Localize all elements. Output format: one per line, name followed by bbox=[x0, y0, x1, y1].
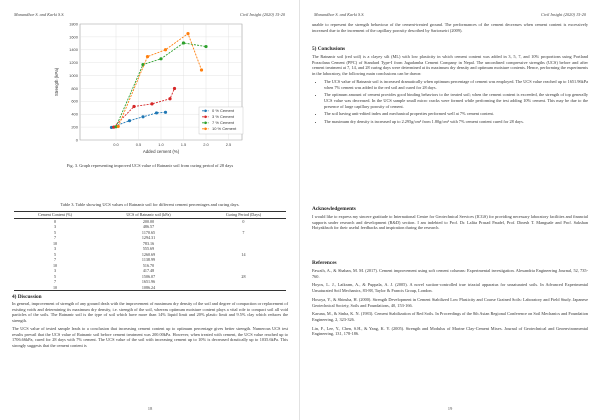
data-point bbox=[132, 105, 135, 108]
cell-ucs: 516.70 bbox=[142, 262, 155, 268]
y-tick-label: 1200 bbox=[69, 60, 78, 66]
x-axis-label: Added cement (%) bbox=[142, 149, 180, 154]
data-point bbox=[182, 41, 185, 44]
data-point bbox=[164, 111, 167, 114]
data-point bbox=[186, 32, 189, 35]
cell-cement: 3 bbox=[54, 268, 57, 273]
left-page-header bbox=[14, 12, 285, 17]
left-page-number: 18 bbox=[147, 406, 153, 411]
cell-curing: 7 bbox=[242, 229, 245, 235]
y-tick-label: 800 bbox=[71, 85, 78, 91]
reference-item: Fawzih, A., & Shaban, M. M. (2017). Cement improvement using soft cement columns: Experimental investigation. Alexandria Engineering Journal, 52, 735-760. bbox=[312, 268, 588, 279]
left-header-authors: Manandhar S. and Karki S.S. bbox=[14, 12, 65, 17]
left-header-journal: Civil Insight (2020) 15-20 bbox=[240, 12, 285, 17]
cell-ucs: 200.00 bbox=[142, 218, 155, 224]
table-header-row bbox=[14, 212, 286, 219]
legend-label: 7 % Cement bbox=[212, 120, 235, 125]
legend-marker bbox=[204, 116, 207, 119]
y-tick-label: 400 bbox=[71, 111, 78, 117]
data-point bbox=[146, 55, 149, 58]
cell-cement: 5 bbox=[54, 273, 57, 279]
x-tick-label: 2.5 bbox=[225, 142, 232, 147]
y-tick-label: 200 bbox=[71, 124, 78, 130]
cell-cement: 3 bbox=[54, 246, 57, 251]
x-tick-label: 2.0 bbox=[203, 142, 209, 147]
data-point bbox=[150, 102, 153, 105]
discussion-paragraph-2: The UCS value of tested sample leads to a conclusion that increasing cement content up to optimum percentage gives better strength. Numerous UCS test results prevail that the UCS value of Ratnanir soil before cement treatment was 200.00kPa. However, when treated with cement, the UCS value reached up to 1706.66kPa, cured for 28 days with 7% cement. The UCS value of the soil with increasing cement up to 10% is decreased drastically up to 1035.6kPa. This strongly suggests that the cement content is bbox=[12, 325, 288, 348]
y-tick-label: 1400 bbox=[69, 47, 78, 53]
discussion-heading: 4) Discussion bbox=[12, 294, 42, 300]
table-header-curing: Curing Period (Days) bbox=[201, 212, 286, 219]
reference-item: Hosoya, Y., & Shinsha, H. (2000). Strength Development in Cement Stabilized Low Plasticity and Coarse Grained Soils: Laboratory and Field Study. Japanese Geotechnical Society, Soils and Foundations, 40, 153-166. bbox=[312, 296, 588, 308]
legend-label: 3 % Cement bbox=[212, 114, 235, 119]
cell-cement: 7 bbox=[54, 257, 57, 262]
right-page-header bbox=[314, 12, 586, 17]
cell-ucs: 1294.31 bbox=[141, 235, 156, 240]
discussion-paragraph-1: In general, improvement of strength of any ground deals with the improvement of maximum dry density of the soil and degree of compaction or replacement of existing voids and determining its maximum dry density, i.e. strength of the soil, whereas optimum moisture content plays a vital role to compact soil all void particles of the soils. The Ratnanir soil is the type of soil which have more than 14% liquid limit and 20% plastic limit and 9.5% clay which reduces the strength. bbox=[12, 301, 288, 324]
data-point bbox=[128, 119, 131, 122]
cell-cement: 10 bbox=[53, 240, 58, 246]
legend-marker bbox=[204, 128, 207, 131]
cell-curing bbox=[201, 285, 286, 291]
data-point bbox=[168, 97, 171, 100]
y-tick-label: 0 bbox=[75, 137, 78, 143]
right-page-number: 19 bbox=[447, 406, 453, 411]
legend-label: 0 % Cement bbox=[212, 108, 235, 113]
x-tick-label: 0.5 bbox=[135, 142, 142, 147]
x-tick-label: 1.0 bbox=[158, 142, 164, 147]
reference-item: Lin, F., Lee, Y., Chen, S.H., & Yang, K. Y. (2005). Strength and Modulus of Marine Clay-Cement Mixes. Journal of Geotechnical and Geoenvironmental Engineering, 131, 178-186. bbox=[312, 325, 588, 337]
conclusion-bullet: • The maximum dry density is increased up to 2.295g/cm³ from 1.80g/cm³ with 7% cement content cured for 28 days. bbox=[324, 119, 588, 125]
figure-caption: Fig. 3. Graph representing improved UCS value of Ratnanir soil from curing period of 28 days bbox=[66, 163, 234, 168]
cell-cement: 5 bbox=[54, 251, 57, 257]
cell-ucs: 1086.24 bbox=[96, 285, 201, 291]
data-point bbox=[164, 48, 167, 51]
legend-label: 10 % Cement bbox=[212, 126, 237, 131]
cell-cement: 7 bbox=[54, 235, 57, 240]
acknowledgements-heading: Acknowledgements bbox=[312, 206, 356, 212]
y-tick-label: 1800 bbox=[69, 21, 78, 27]
cell-ucs: 1170.65 bbox=[141, 229, 156, 235]
right-page bbox=[300, 0, 600, 420]
cell-cement: 10 bbox=[53, 262, 58, 268]
cell-ucs: 1506.07 bbox=[141, 273, 156, 279]
conclusion-bullet: • The UCS value of Ratnanir soil is increased dramatically when optimum percentage of cement was employed. The UCS value reached up to 1651.96kPa when 7% cement was added to the red soil and cured for 28 days. bbox=[324, 79, 588, 90]
conclusion-bullet: • The soil having unit-edited index and mechanical properties performed well at 7% cement content. bbox=[324, 111, 588, 117]
ucs-line-chart bbox=[50, 18, 250, 160]
reference-item: Karuna, M., & Sinha, K. N. (1983). Cement Stabilization of Red Soils. In Proceedings of the 8th Asian Regional Conference on Soil Mechanics and Foundation Engineering, 2, 323-326. bbox=[312, 311, 588, 322]
cell-cement: 0 bbox=[54, 218, 57, 224]
data-point bbox=[173, 87, 176, 90]
cell-cement: 5 bbox=[54, 229, 57, 235]
table-body bbox=[14, 218, 286, 291]
conclusions-list bbox=[312, 79, 588, 125]
table-row bbox=[14, 285, 286, 291]
discussion-text bbox=[12, 301, 288, 351]
y-tick-label: 600 bbox=[71, 98, 78, 104]
cell-curing: 0 bbox=[242, 218, 245, 224]
acknowledgements-text: I would like to express my sincere gratitude to International Centre for Geotechnical Services (ICGS) for providing necessary laboratory facilities and financial supports under research and development (R&D) section. I am indebted to Prof. Dr. Lalita Prasad Paudel, Prof. Dinesh T. Manguale and Prof. Sakshan Hotyakhsoh for their useful feedbacks and inspiration during the research. bbox=[312, 214, 588, 231]
conclusions-heading: 5) Conclusions bbox=[312, 46, 346, 52]
cell-ucs: 783.16 bbox=[142, 240, 155, 246]
conclusions-paragraph: The Ratnanir soil (red soil) is a clayey silt (ML) with low plasticity in which cement content was added in 3, 5, 7, and 10% proportions using Portland Pozzolana Cement (PPC) of Standard Type-I from Jagadamba Cement Company in Nepal. The unconfined compressive strengths (UCS) before and after cement treatment at 7, 14, and 28 curing days were determined at its maximum dry density and optimum moisture contents. Hence, performing the experiments in the laboratory, the following main conclusions can be drawn: bbox=[312, 54, 588, 77]
conclusion-bullet: • The optimum amount of cement provides good binding behaviors to the treated soil; when the cement content is exceeded, the strength of top generally UCS value was decreased. In the UCS sample small micro cracks were formed while performing the test adding 10% cement. This may be due to the presence of large capillary porosity of cement. bbox=[324, 92, 588, 109]
cell-curing: 28 bbox=[241, 273, 246, 279]
cell-ucs: 1260.69 bbox=[141, 251, 156, 257]
table-header-ucs: UCS of Ratnanir soil (kPa) bbox=[96, 212, 201, 219]
cell-cement: 7 bbox=[54, 279, 57, 284]
references-heading: References bbox=[312, 260, 337, 266]
cell-ucs: 1138.99 bbox=[141, 257, 156, 262]
data-point bbox=[204, 45, 207, 48]
cell-ucs: 555.69 bbox=[142, 246, 155, 251]
data-point bbox=[117, 125, 120, 128]
intro-text: unable to represent the strength behaviour of the cement-treated ground. The performances of the cement decreases when cement content is excessively increased due to the increment of the capillary porosity described by Sariosseiri (2009). bbox=[312, 22, 588, 33]
reference-item: Hoyos, L. J., Laikram, A., & Puppala, A. J. (2005). A novel suction-controlled true triaxial apparatus for unsaturated soils. In Advanced Experimental Unsaturated Soil Mechanics, 83-88, Taylor & Francis Group, London. bbox=[312, 282, 588, 294]
table-header-cement: Cement Content (%) bbox=[14, 212, 96, 219]
y-axis-label: Strength (kPa) bbox=[54, 67, 59, 97]
right-header-authors: Manandhar S. and Karki S.S. bbox=[314, 12, 365, 17]
cell-cement: 10 bbox=[14, 285, 96, 291]
table-caption: Table 3. Table showing UCS values of Ratnanir soil for different cement percentages and curing days. bbox=[60, 202, 240, 207]
cell-cement: 3 bbox=[54, 224, 57, 229]
cell-curing: 14 bbox=[241, 251, 246, 257]
x-tick-label: 1.5 bbox=[180, 142, 187, 147]
data-point bbox=[200, 68, 203, 71]
ucs-table bbox=[14, 211, 286, 291]
y-tick-label: 1600 bbox=[69, 34, 78, 40]
data-point bbox=[141, 63, 144, 66]
x-tick-label: 0.0 bbox=[113, 142, 119, 147]
y-tick-label: 1000 bbox=[69, 72, 78, 78]
references-list bbox=[312, 268, 588, 340]
data-point bbox=[155, 111, 158, 114]
conclusions-text bbox=[312, 54, 588, 127]
data-point bbox=[141, 115, 144, 118]
cell-ucs: 486.57 bbox=[142, 224, 155, 229]
right-header-journal: Civil Insight (2020) 15-20 bbox=[541, 12, 586, 17]
data-point bbox=[159, 57, 162, 60]
legend-marker bbox=[204, 110, 207, 113]
cell-ucs: 1651.96 bbox=[141, 279, 156, 284]
cell-ucs: 417.48 bbox=[142, 268, 155, 273]
legend-marker bbox=[204, 122, 207, 125]
